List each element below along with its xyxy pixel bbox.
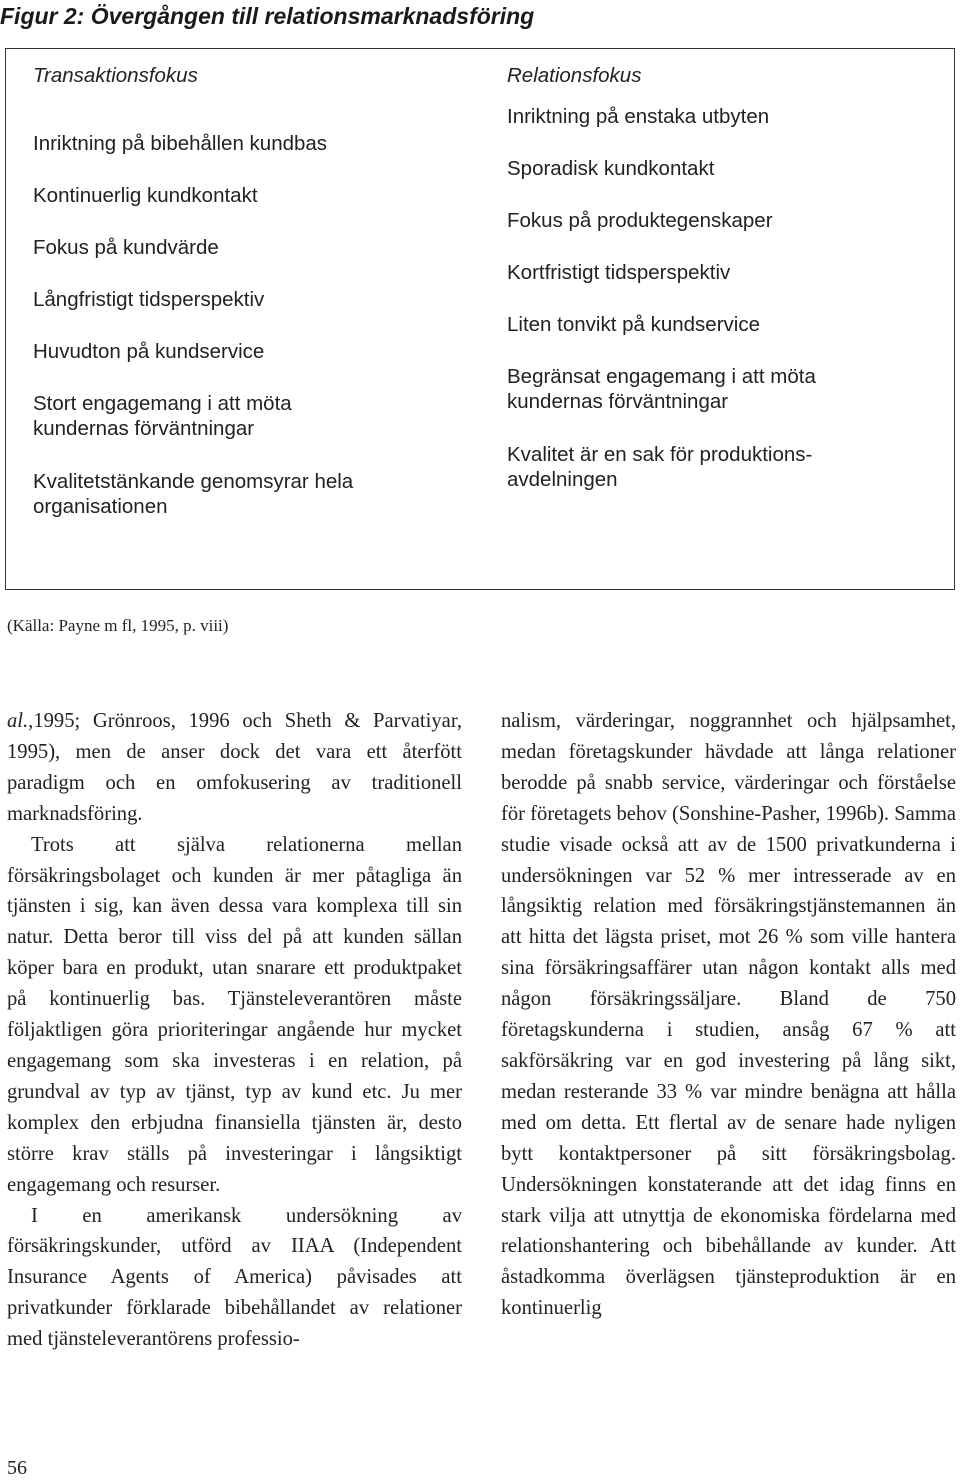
figure-box xyxy=(5,48,955,590)
page-number: 56 xyxy=(7,1457,27,1479)
left-item: Kontinuerlig kundkontakt xyxy=(33,184,258,207)
paragraph: nalism, värderingar, noggrannhet och hjälpsamhet, medan företagskunder hävdade att långa relationer berodde på snabb service, värderingar och förståelse för företagets behov (Sonshine-Pasher, 1996b). Samma studie visade också att av de 1500 privatkunderna i undersökningen var 52 % mer intresserade av en långsiktig relation med försäkringstjänstemannen än att hitta det lägsta priset, mot 26 % som ville hantera sina försäkringsaffärer utan någon kontakt alls med någon försäkringssäljare. Bland de 750 företagskunderna i studien, ansåg 67 % att sakförsäkring var en god investering på lång sikt, medan resterande 33 % var mindre benägna att hålla med om detta. Ett flertal av de senare hade nyligen bytt kontaktpersoner på sitt försäkringsbolag. Undersökningen konstaterande att det idag finns en stark vilja att utnyttja de ekonomiska fördelarna med relationshantering och bibehållande av kunder. Att åstadkomma överlägsen tjänsteproduktion är en kontinuerlig xyxy=(501,710,956,1320)
right-item: Begränsat engagemang i att möta kundernas förväntningar xyxy=(507,365,816,413)
paragraph: I en amerikansk undersökning av försäkringskunder, utförd av IIAA (Independent Insurance Agents of America) påvisades att privatkunder förklarade bibehållandet av relationer med tjänsteleverantörens professio- xyxy=(7,1204,462,1351)
right-item: Sporadisk kundkontakt xyxy=(507,157,715,180)
left-item: Stort engagemang i att möta kundernas förväntningar xyxy=(33,392,292,440)
body-column-left xyxy=(7,706,462,1355)
right-item: Liten tonvikt på kundservice xyxy=(507,313,760,336)
paragraph: Trots att själva relationerna mellan försäkringsbolaget och kunden är mer påtagliga än tjänsten i sig, kan även dessa vara komplexa till sin natur. Detta beror till viss del på att kunden sällan köper bara en produkt, utan snarare ett produktpaket på kontinuerlig bas. Tjänsteleverantören måste följaktligen göra prioriteringar angående hur mycket engagemang som ska investeras i en relation, på grundval av typ av tjänst, typ av kund etc. Ju mer komplex den erbjudna finansiella tjänsten är, desto större krav ställs på investeringar i långsiktigt engagemang och resurser. xyxy=(7,833,462,1196)
relationship-focus-column xyxy=(507,63,937,520)
left-item: Långfristigt tidsperspektiv xyxy=(33,288,265,311)
left-item: Huvudton på kundservice xyxy=(33,340,265,363)
transaction-focus-column xyxy=(33,63,453,547)
figure-source: (Källa: Payne m fl, 1995, p. viii) xyxy=(7,616,229,635)
left-item: Fokus på kundvärde xyxy=(33,236,219,259)
paragraph xyxy=(7,706,462,830)
paragraph-text: ,1995; Grönroos, 1996 och Sheth & Parvatiyar, 1995), men de anser dock det vara ett återfött paradigm och en omfokusering av traditionell marknadsföring. xyxy=(7,710,462,825)
figure-title: Figur 2: Övergången till relationsmarknadsföring xyxy=(0,3,535,29)
column-heading-relationship: Relationsfokus xyxy=(507,64,642,87)
paragraph-lead: al. xyxy=(7,710,29,732)
right-item: Inriktning på enstaka utbyten xyxy=(507,105,770,128)
left-item: Kvalitetstänkande genomsyrar hela organisationen xyxy=(33,470,354,518)
right-item: Kvalitet är en sak för produktions-avdelningen xyxy=(507,443,813,491)
column-heading-transaction: Transaktionsfokus xyxy=(33,64,198,87)
body-column-right xyxy=(501,706,956,1324)
right-item: Kortfristigt tidsperspektiv xyxy=(507,261,731,284)
left-item: Inriktning på bibehållen kundbas xyxy=(33,132,328,155)
right-item: Fokus på produktegenskaper xyxy=(507,209,773,232)
